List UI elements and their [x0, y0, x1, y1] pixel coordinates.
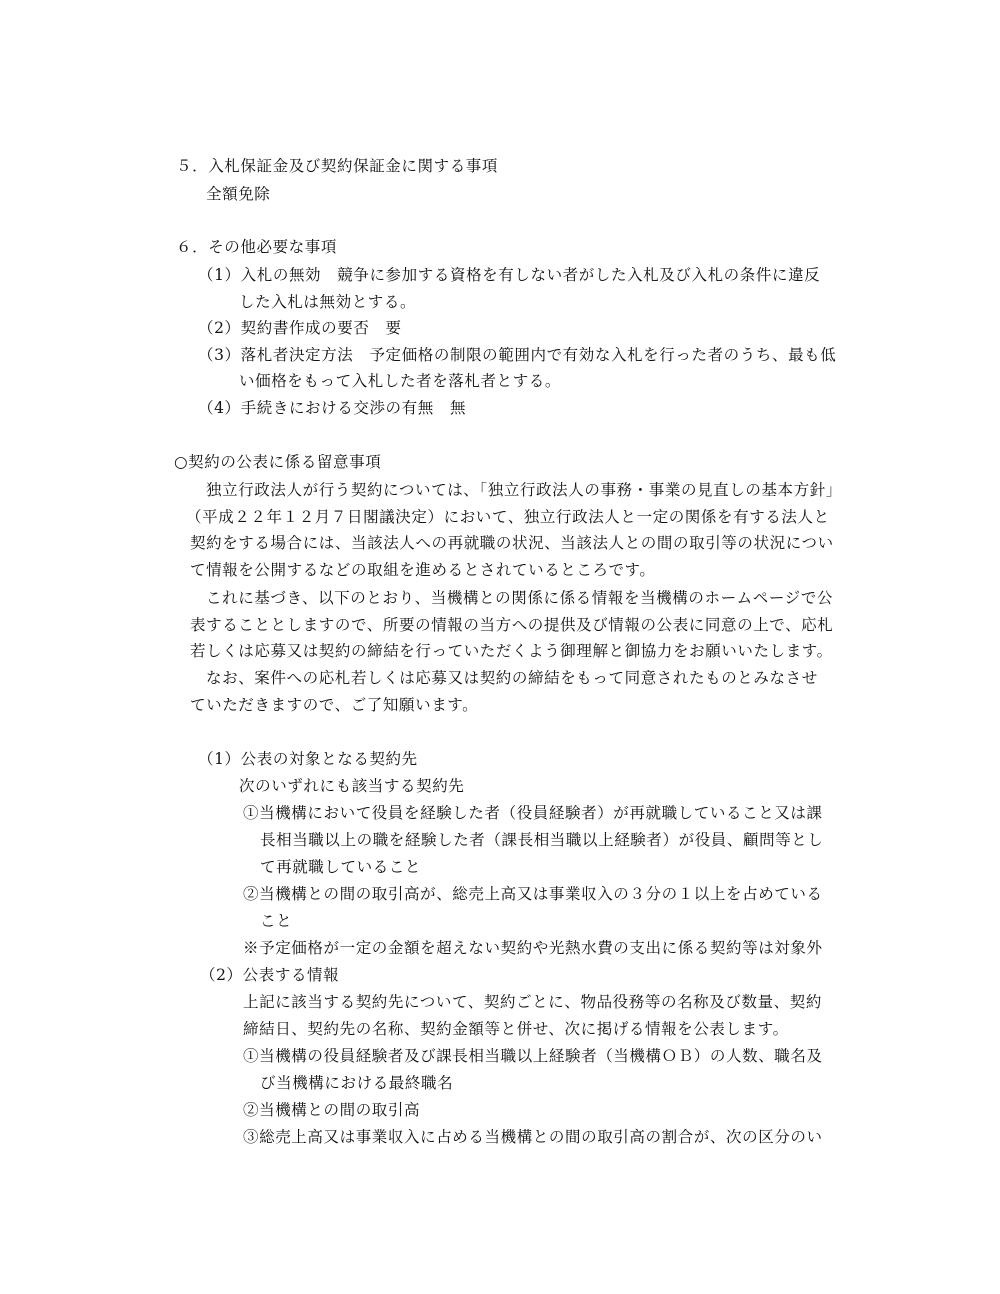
notice-paragraph-3-line-1: なお、案件への応札若しくは応募又は契約の締結をもって同意されたものとみなさせ: [206, 669, 818, 687]
notice-paragraph-1-line-1: 独立行政法人が行う契約については、「独立行政法人の事務・事業の見直しの基本方針」: [206, 481, 842, 499]
notice-paragraph-1-line-4: て情報を公開するなどの取組を進めるとされているところです。: [190, 561, 656, 579]
targets-condition-2-line-2: こと: [260, 912, 293, 930]
targets-intro: 次のいずれにも該当する契約先: [239, 777, 465, 795]
notice-paragraph-2-line-1: これに基づき、以下のとおり、当機構との関係に係る情報を当機構のホームページで公: [206, 589, 833, 607]
info-item-3: ③総売上高又は事業収入に占める当機構との間の取引高の割合が、次の区分のい: [243, 1128, 823, 1146]
targets-condition-2-line-1: ②当機構との間の取引高が、総売上高又は事業収入の３分の１以上を占めている: [243, 885, 823, 903]
info-heading: （2）公表する情報: [200, 966, 340, 984]
section-6-item-3: （3）落札者決定方法 予定価格の制限の範囲内で有効な入札を行った者のうち、最も低: [198, 346, 837, 364]
notice-heading: ○契約の公表に係る留意事項: [174, 453, 382, 471]
info-intro-line-1: 上記に該当する契約先について、契約ごとに、物品役務等の名称及び数量、契約: [243, 993, 822, 1011]
section-6-item-1-cont: した入札は無効とする。: [239, 293, 417, 311]
notice-paragraph-2-line-2: 表することとしますので、所要の情報の当方への提供及び情報の公表に同意の上で、応札: [190, 616, 834, 634]
targets-condition-1-line-2: 長相当職以上の職を経験した者（課長相当職以上経験者）が役員、顧問等とし: [260, 831, 824, 849]
targets-condition-1-line-1: ①当機構において役員を経験した者（役員経験者）が再就職していること又は課: [243, 804, 823, 822]
section-6-item-1: （1）入札の無効 競争に参加する資格を有しない者がした入札及び入札の条件に違反: [198, 266, 821, 284]
section-6-item-4: （4）手続きにおける交渉の有無 無: [198, 399, 467, 417]
notice-paragraph-2-line-3: 若しくは応募又は契約の締結を行っていただくよう御理解と御協力をお願いいたします。: [190, 642, 833, 660]
notice-paragraph-1-line-3: 契約をする場合には、当該法人への再就職の状況、当該法人との間の取引等の状況につい: [190, 534, 834, 552]
section-5-heading: ５．入札保証金及び契約保証金に関する事項: [176, 157, 499, 175]
targets-note: ※予定価格が一定の金額を超えない契約や光熱水費の支出に係る契約等は対象外: [243, 939, 823, 957]
notice-paragraph-3-line-2: ていただきますので、ご了知願います。: [190, 696, 479, 714]
notice-paragraph-1-line-2: （平成２２年１２月７日閣議決定）において、独立行政法人と一定の関係を有する法人と: [186, 508, 830, 526]
targets-condition-1-line-3: て再就職していること: [260, 858, 422, 876]
info-item-2: ②当機構との間の取引高: [243, 1101, 421, 1119]
section-5-body: 全額免除: [206, 185, 271, 203]
info-intro-line-2: 締結日、契約先の名称、契約金額等と併せ、次に掲げる情報を公表します。: [243, 1020, 789, 1038]
targets-heading: （1）公表の対象となる契約先: [198, 750, 418, 768]
section-6-item-2: （2）契約書作成の要否 要: [198, 319, 402, 337]
section-6-item-3-cont: い価格をもって入札した者を落札者とする。: [239, 372, 562, 390]
section-6-heading: ６．その他必要な事項: [176, 238, 338, 256]
info-item-1-line-1: ①当機構の役員経験者及び課長相当職以上経験者（当機構ＯＢ）の人数、職名及: [243, 1047, 823, 1065]
info-item-1-line-2: び当機構における最終職名: [260, 1074, 454, 1092]
